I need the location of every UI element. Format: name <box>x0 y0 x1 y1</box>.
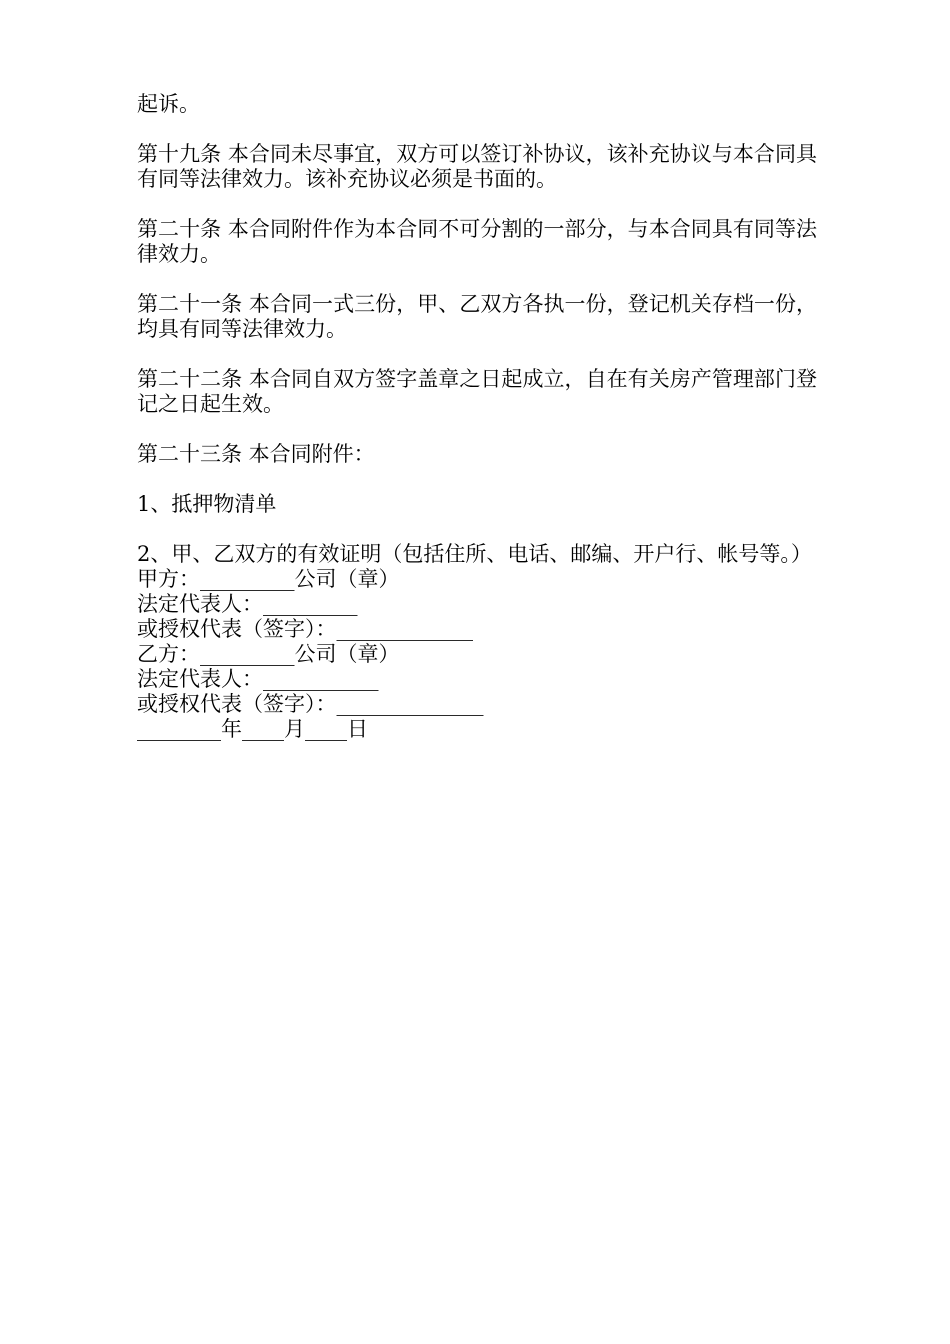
attachment-item-2: 2、甲、乙双方的有效证明（包括住所、电话、邮编、开户行、帐号等。） <box>137 542 812 566</box>
signature-block <box>137 567 817 742</box>
article-22: 第二十二条 本合同自双方签字盖章之日起成立，自在有关房产管理部门登记之日起生效。 <box>137 367 817 416</box>
article-19: 第十九条 本合同未尽事宜，双方可以签订补协议，该补充协议与本合同具有同等法律效力。该补充协议必须是书面的。 <box>137 142 817 191</box>
party-a-authorized-rep-line: 或授权代表（签字）：_____________ <box>137 617 473 641</box>
party-a-company-line: 甲方：_________公司（章） <box>137 567 400 591</box>
party-a-legal-rep-line: 法定代表人：_________ <box>137 592 358 616</box>
party-b-company-line: 乙方：_________公司（章） <box>137 642 400 666</box>
party-b-legal-rep-line: 法定代表人：___________ <box>137 667 379 691</box>
paragraph-continuation: 起诉。 <box>137 92 200 116</box>
attachment-item-1: 1、抵押物清单 <box>137 492 277 516</box>
date-line: ________年____月____日 <box>137 717 368 741</box>
document-page <box>137 92 817 742</box>
article-23: 第二十三条 本合同附件： <box>137 442 375 466</box>
article-21: 第二十一条 本合同一式三份，甲、乙双方各执一份，登记机关存档一份，均具有同等法律效力。 <box>137 292 817 341</box>
article-20: 第二十条 本合同附件作为本合同不可分割的一部分，与本合同具有同等法律效力。 <box>137 217 817 266</box>
party-b-authorized-rep-line: 或授权代表（签字）：______________ <box>137 692 484 716</box>
